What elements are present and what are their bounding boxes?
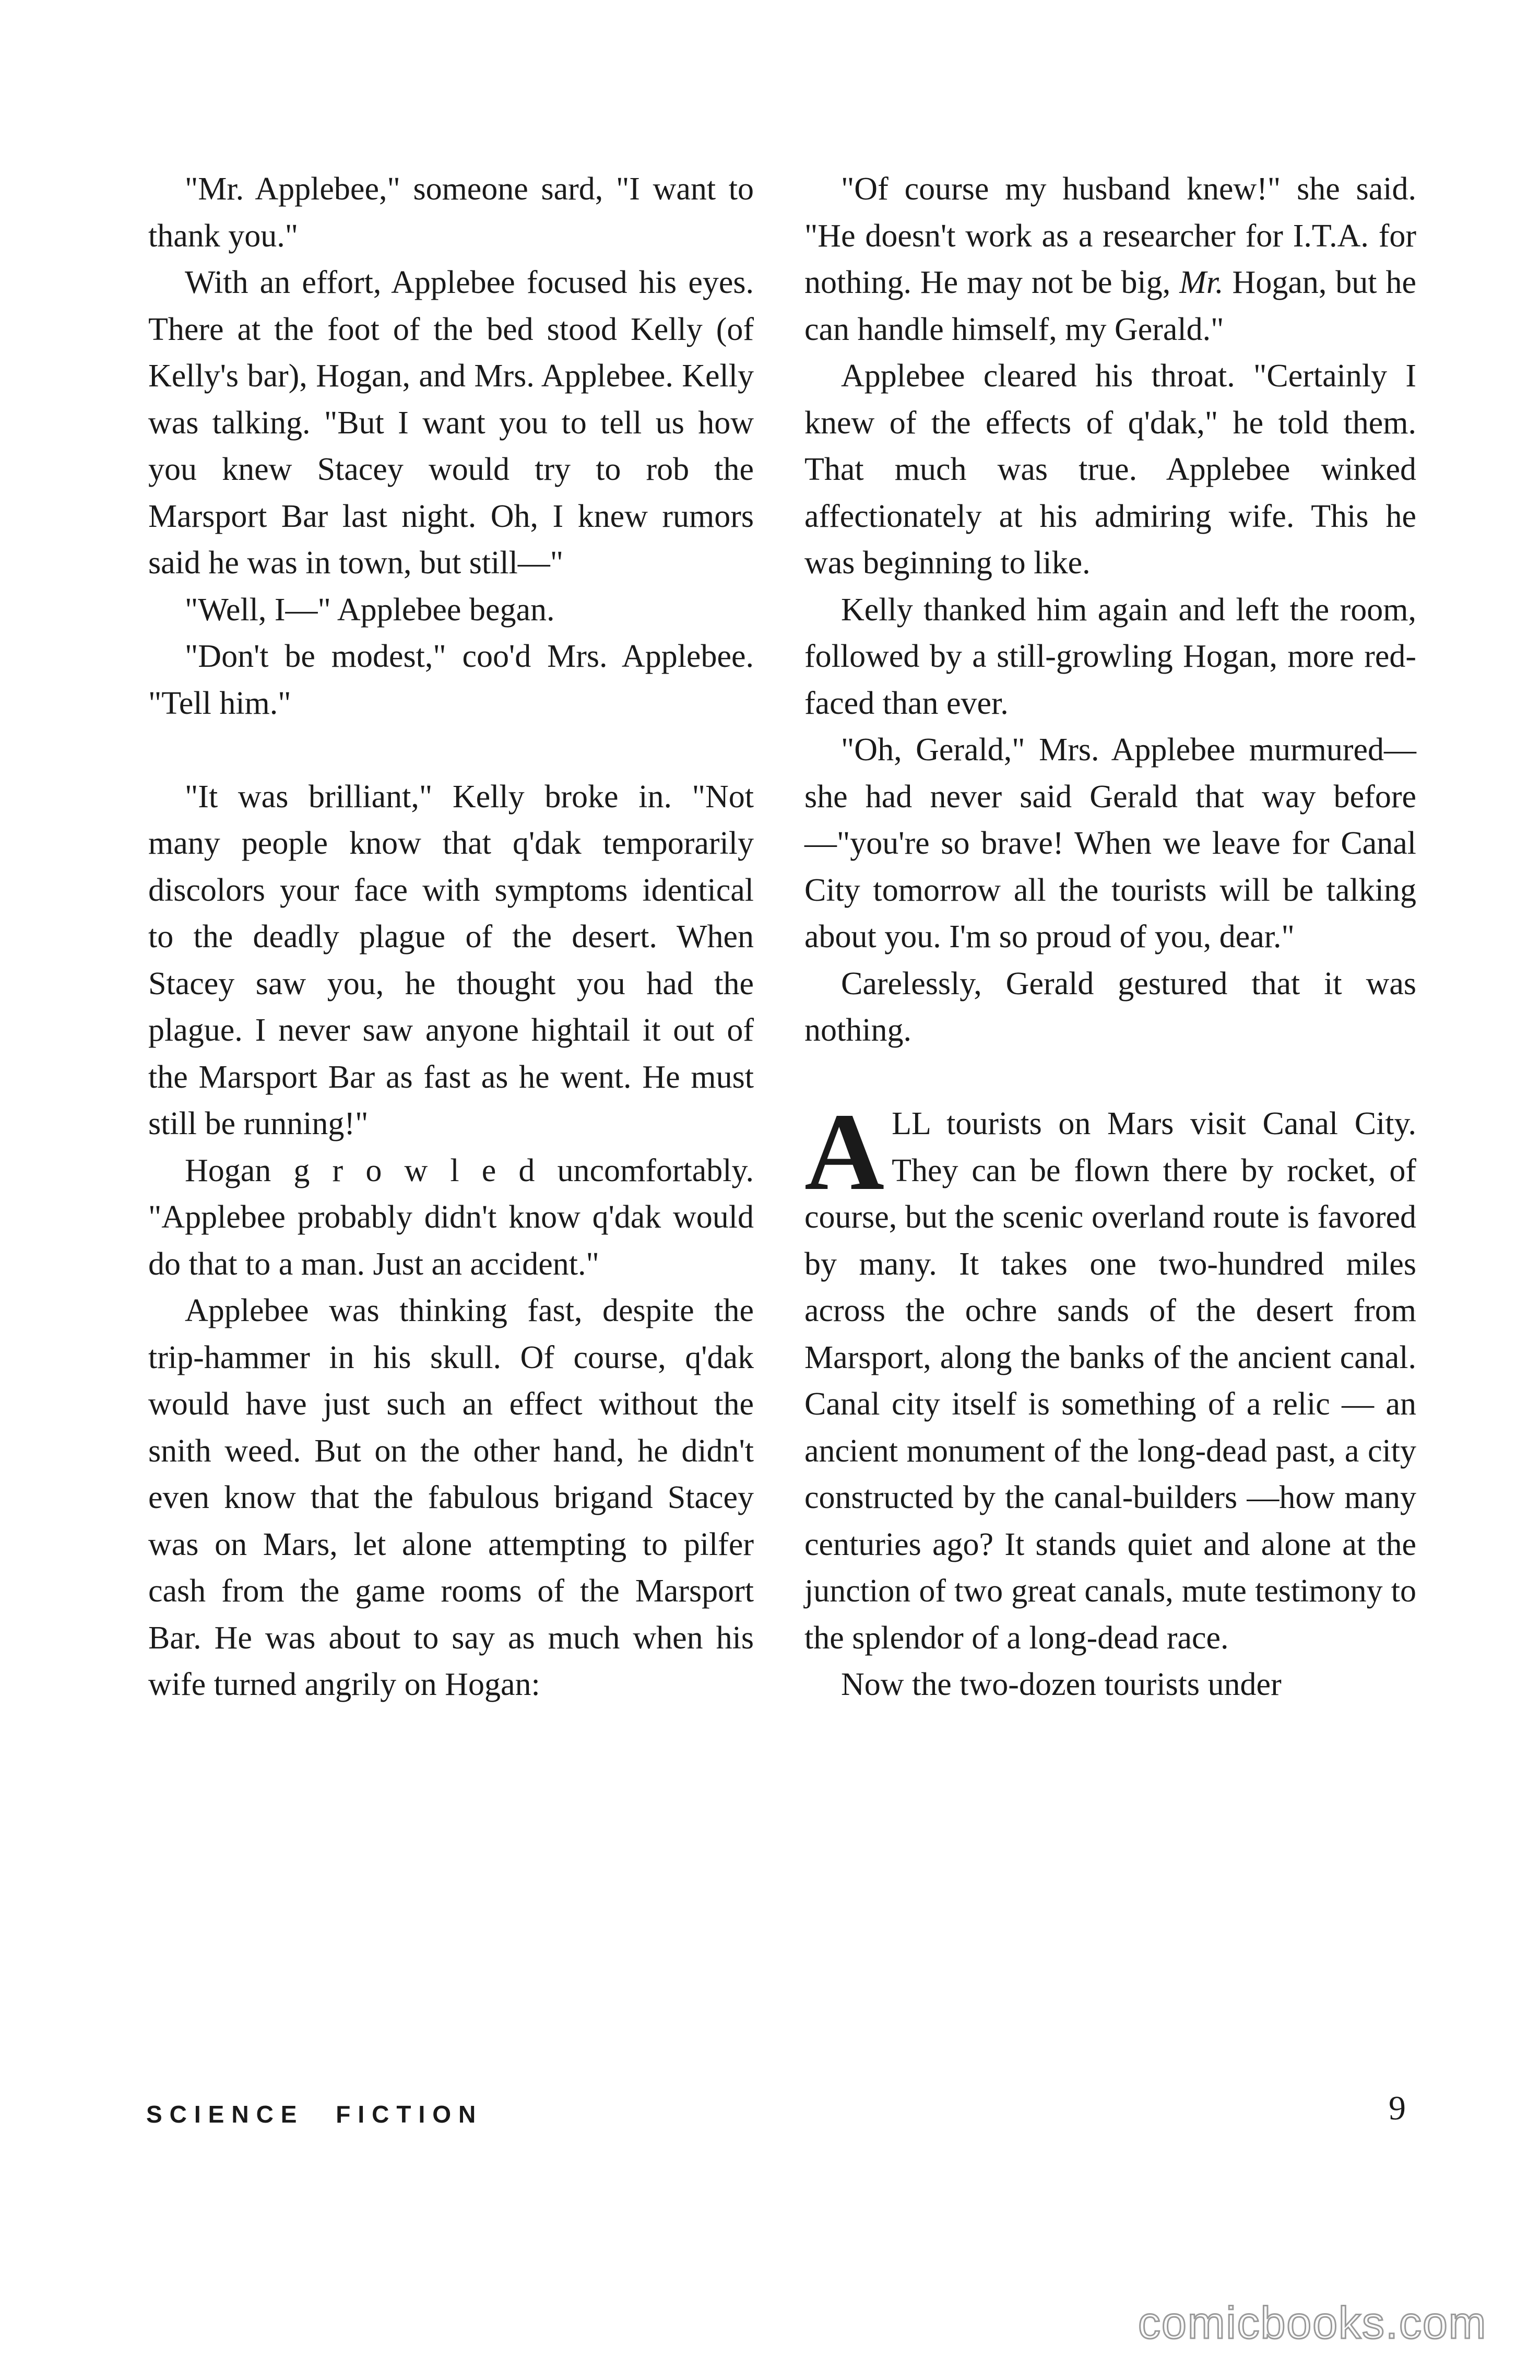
paragraph: Carelessly, Gerald gestured that it was nothing. <box>804 965 1416 1048</box>
paragraph: "Well, I—" Applebee began. <box>185 592 555 628</box>
paragraph: "It was brilliant," Kelly broke in. "Not many people know that q'dak temporarily discolors your face with symptoms identical to the deadly plague of the desert. When Stacey saw you, he thought you had the plague. I never saw anyone hightail it out of the Marsport Bar as fast as he went. He must still be running!" <box>148 779 754 1141</box>
text-run: Hogan, but he can handle himself, my Gerald." <box>804 265 1416 347</box>
right-column <box>804 166 1416 1709</box>
italic-text: Mr. <box>1179 265 1224 300</box>
watermark-logo: comicbooks.com <box>1138 2298 1487 2348</box>
paragraph: "Don't be modest," coo'd Mrs. Applebee. "Tell him." <box>148 639 754 721</box>
paragraph: With an effort, Applebee focused his eyes. There at the foot of the bed stood Kelly (of Kelly's bar), Hogan, and Mrs. Applebee. Kelly was talking. "But I want you to tell us how you knew Stacey would try to rob the Marsport Bar last night. Oh, I knew rumors said he was in town, but still—" <box>148 265 754 581</box>
paragraph: Kelly thanked him again and left the room, followed by a still-growling Hogan, more red-faced than ever. <box>804 592 1416 721</box>
paragraph: Applebee cleared his throat. "Certainly I knew of the effects of q'dak," he told them. That much was true. Applebee winked affectionately at his admiring wife. This he was beginning to like. <box>804 358 1416 581</box>
drop-cap: A <box>804 1090 885 1213</box>
paragraph: Now the two-dozen tourists under <box>841 1667 1282 1702</box>
paragraph: "Oh, Gerald," Mrs. Applebee murmured—she had never said Gerald that way before—"you're so brave! When we leave for Canal City tomorrow all the tourists will be talking about you. I'm so proud of you, dear." <box>804 732 1416 955</box>
paragraph: "Mr. Applebee," someone sard, "I want to thank you." <box>148 171 754 254</box>
paragraph: Applebee was thinking fast, despite the trip-hammer in his skull. Of course, q'dak would have just such an effect without the snith weed. But on the other hand, he didn't even know that the fabulous brigand Stacey was on Mars, let alone attempting to pilfer cash from the game rooms of the Marsport Bar. He was about to say as much when his wife turned angrily on Hogan: <box>148 1293 754 1702</box>
text-run: LL tourists on Mars visit Canal City. They can be flown there by rocket, of course, but the scenic overland route is favored by many. It takes one two-hundred miles across the ochre sands of the desert from Marsport, along the banks of the ancient canal. Canal city itself is something of a relic — an ancient monument of the long-dead past, a city constructed by the canal-builders —how many centuries ago? It stands quiet and alone at the junction of two great canals, mute testimony to the splendor of a long-dead race. <box>804 1106 1416 1656</box>
magazine-title-footer: SCIENCE FICTION <box>146 2101 483 2128</box>
paragraph <box>804 166 1416 353</box>
section-opening-paragraph <box>804 1090 1416 1662</box>
text-run: "Of course my husband knew!" she said. "He doesn't work as a researcher for I.T.A. for nothing. He may not be big, <box>804 171 1416 300</box>
left-column <box>148 166 754 1709</box>
paragraph: Hogan g r o w l e d uncomfortably. "Applebee probably didn't know q'dak would do that to a man. Just an accident." <box>148 1152 754 1282</box>
page-number: 9 <box>1389 2089 1406 2127</box>
